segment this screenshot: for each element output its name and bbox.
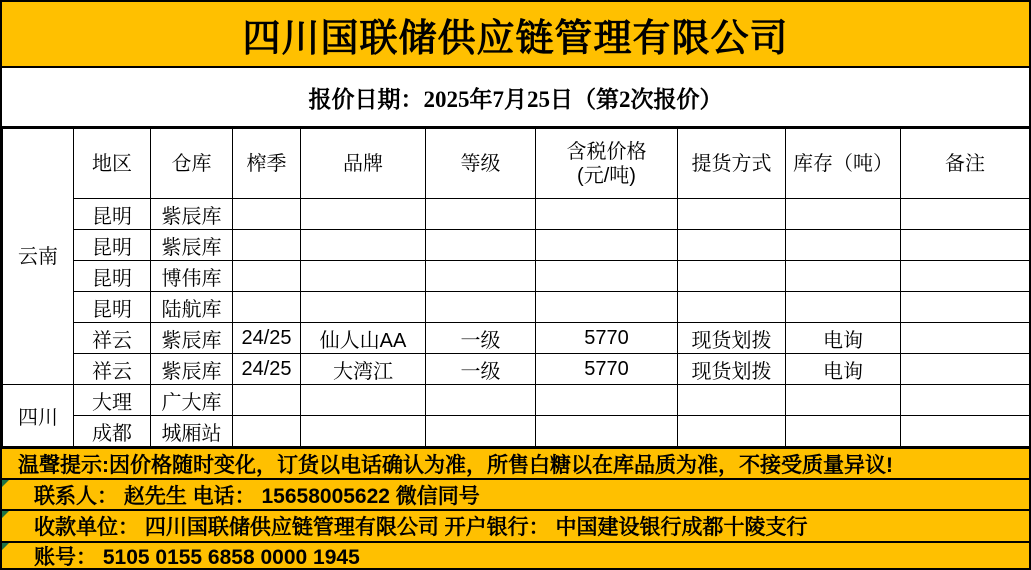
cell-warehouse: 紫辰库 xyxy=(151,354,233,385)
column-header-region: 地区 xyxy=(74,129,151,199)
cell-region: 昆明 xyxy=(74,292,151,323)
column-header-price-line1: 含税价格 xyxy=(566,140,647,163)
cell-pickup xyxy=(678,261,786,292)
cell-brand xyxy=(301,385,426,416)
cell-season xyxy=(233,230,301,261)
cell-brand xyxy=(301,230,426,261)
cell-region: 祥云 xyxy=(74,323,151,354)
cell-brand: 仙人山AA xyxy=(301,323,426,354)
cell-remark xyxy=(901,354,1030,385)
cell-brand: 大湾江 xyxy=(301,354,426,385)
notice-text: 温聲提示:因价格随时变化，订货以电话确认为准，所售白糖以在库品质为准，不接受质量异议! xyxy=(18,453,893,477)
cell-remark xyxy=(901,292,1030,323)
cell-price xyxy=(536,199,678,230)
company-title-bar xyxy=(2,2,1029,68)
green-corner-icon xyxy=(2,511,9,518)
cell-warehouse: 博伟库 xyxy=(151,261,233,292)
region-group-cell-yunnan: 云南 xyxy=(3,129,74,385)
cell-price xyxy=(536,261,678,292)
cell-brand xyxy=(301,199,426,230)
cell-warehouse: 紫辰库 xyxy=(151,230,233,261)
cell-warehouse: 紫辰库 xyxy=(151,199,233,230)
column-header-price-line2: (元/吨) xyxy=(577,164,636,187)
cell-pickup: 现货划拨 xyxy=(678,323,786,354)
cell-grade xyxy=(426,385,536,416)
payee-text: 收款单位： 四川国联储供应链管理有限公司 开户银行： 中国建设银行成都十陵支行 xyxy=(34,516,808,539)
cell-pickup xyxy=(678,416,786,447)
table-header-row xyxy=(3,129,1030,199)
cell-region: 昆明 xyxy=(74,230,151,261)
column-header-pickup: 提货方式 xyxy=(678,129,786,199)
column-header-grade: 等级 xyxy=(426,129,536,199)
account-row xyxy=(2,541,1029,569)
quote-date-bar xyxy=(2,68,1029,128)
cell-grade xyxy=(426,199,536,230)
table-row xyxy=(3,292,1030,323)
cell-grade xyxy=(426,230,536,261)
cell-remark xyxy=(901,261,1030,292)
cell-region: 昆明 xyxy=(74,261,151,292)
cell-price xyxy=(536,292,678,323)
cell-season xyxy=(233,385,301,416)
cell-season: 24/25 xyxy=(233,323,301,354)
cell-stock xyxy=(786,292,901,323)
cell-season xyxy=(233,292,301,323)
cell-region: 昆明 xyxy=(74,199,151,230)
cell-pickup xyxy=(678,385,786,416)
cell-season: 24/25 xyxy=(233,354,301,385)
green-corner-icon xyxy=(2,543,9,550)
cell-pickup xyxy=(678,230,786,261)
quote-date-text: 报价日期：2025年7月25日（第2次报价） xyxy=(308,86,723,112)
cell-remark xyxy=(901,199,1030,230)
table-row xyxy=(3,354,1030,385)
table-row xyxy=(3,385,1030,416)
cell-pickup xyxy=(678,292,786,323)
cell-season xyxy=(233,416,301,447)
cell-warehouse: 紫辰库 xyxy=(151,323,233,354)
column-header-season: 榨季 xyxy=(233,129,301,199)
cell-brand xyxy=(301,261,426,292)
cell-remark xyxy=(901,385,1030,416)
cell-grade xyxy=(426,292,536,323)
cell-stock xyxy=(786,385,901,416)
cell-pickup: 现货划拨 xyxy=(678,354,786,385)
cell-grade xyxy=(426,416,536,447)
cell-stock xyxy=(786,416,901,447)
contact-text: 联系人： 赵先生 电话： 15658005622 微信同号 xyxy=(34,484,480,508)
cell-price xyxy=(536,416,678,447)
cell-grade: 一级 xyxy=(426,354,536,385)
region-group-cell-sichuan: 四川 xyxy=(3,385,74,447)
cell-brand xyxy=(301,416,426,447)
cell-stock xyxy=(786,261,901,292)
cell-remark xyxy=(901,323,1030,354)
table-row xyxy=(3,416,1030,447)
table-row xyxy=(3,261,1030,292)
contact-row xyxy=(2,478,1029,509)
cell-season xyxy=(233,199,301,230)
cell-stock xyxy=(786,230,901,261)
cell-season xyxy=(233,261,301,292)
cell-brand xyxy=(301,292,426,323)
cell-price: 5770 xyxy=(536,354,678,385)
table-row xyxy=(3,323,1030,354)
cell-stock xyxy=(786,199,901,230)
cell-warehouse: 广大库 xyxy=(151,385,233,416)
table-row xyxy=(3,199,1030,230)
column-header-remark: 备注 xyxy=(901,129,1030,199)
cell-warehouse: 陆航库 xyxy=(151,292,233,323)
cell-region: 祥云 xyxy=(74,354,151,385)
cell-price xyxy=(536,385,678,416)
cell-pickup xyxy=(678,199,786,230)
cell-remark xyxy=(901,230,1030,261)
green-corner-icon xyxy=(2,480,9,487)
quote-table xyxy=(2,128,1030,447)
cell-remark xyxy=(901,416,1030,447)
cell-grade: 一级 xyxy=(426,323,536,354)
column-header-warehouse: 仓库 xyxy=(151,129,233,199)
account-text: 账号： 5105 0155 6858 0000 1945 xyxy=(34,546,360,569)
page-title: 四川国联储供应链管理有限公司 xyxy=(242,17,789,60)
cell-region: 大理 xyxy=(74,385,151,416)
table-row xyxy=(3,230,1030,261)
cell-price: 5770 xyxy=(536,323,678,354)
cell-price xyxy=(536,230,678,261)
column-header-price xyxy=(536,129,678,199)
cell-stock: 电询 xyxy=(786,354,901,385)
column-header-brand: 品牌 xyxy=(301,129,426,199)
cell-grade xyxy=(426,261,536,292)
cell-stock: 电询 xyxy=(786,323,901,354)
cell-warehouse: 城厢站 xyxy=(151,416,233,447)
cell-region: 成都 xyxy=(74,416,151,447)
notice-row xyxy=(2,447,1029,478)
payee-row xyxy=(2,509,1029,541)
column-header-stock: 库存（吨） xyxy=(786,129,901,199)
